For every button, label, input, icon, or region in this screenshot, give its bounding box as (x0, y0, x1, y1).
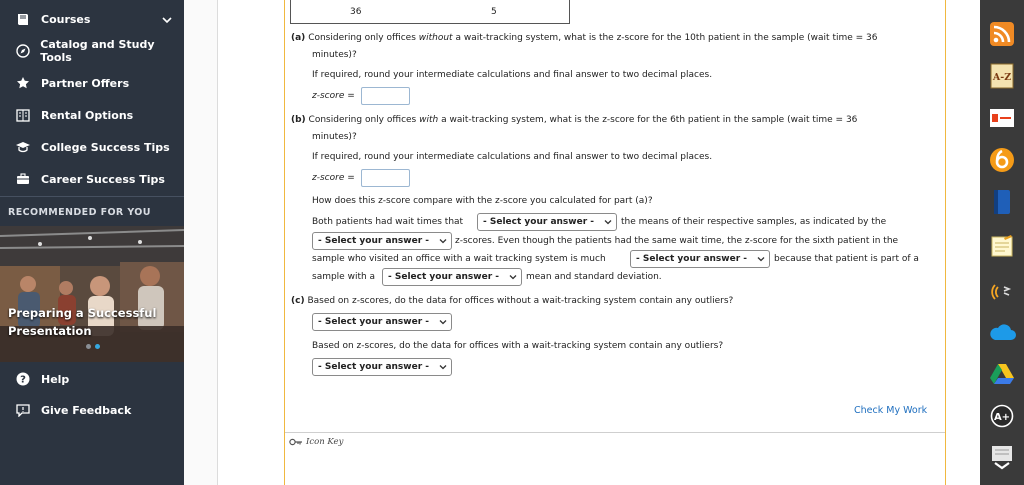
chevron-down-icon (604, 218, 612, 226)
chevron-down-icon (439, 363, 447, 371)
sidebar-item-college-success[interactable] (0, 132, 184, 162)
help-icon (14, 372, 32, 386)
select-outliers-with[interactable] (312, 358, 452, 376)
select-value: - Select your answer - (318, 362, 430, 372)
briefcase-icon (14, 172, 32, 186)
promo-title-line2: Presentation (8, 324, 92, 338)
select-value: - Select your answer - (318, 236, 430, 246)
chevron-down-icon (439, 237, 447, 245)
data-table-bottom-row (290, 0, 570, 24)
check-my-work-link[interactable]: Check My Work (854, 405, 928, 416)
part-a-question-post: a wait-tracking system, what is the z-score for the 10th patient in the sample (wait time = 36 (452, 33, 878, 43)
part-b-sentence-4: sample who visited an office with a wait tracking system is much (312, 254, 606, 264)
part-a-question (291, 29, 878, 47)
icon-key-label: Icon Key (306, 437, 344, 447)
part-a-question-line2: minutes)? (312, 50, 357, 60)
select-mean-sd-size[interactable] (382, 268, 522, 286)
part-b-sentence-1: Both patients had wait times that (312, 217, 464, 227)
sidebar-item-partner-offers[interactable] (0, 68, 184, 98)
rental-icon (14, 108, 32, 122)
left-sidebar (0, 0, 184, 485)
sidebar-item-help[interactable] (0, 364, 184, 394)
rss-icon[interactable] (988, 20, 1016, 48)
carousel-dots (86, 344, 100, 349)
sidebar-item-label: Give Feedback (41, 403, 132, 417)
part-c-label: (c) (291, 296, 305, 306)
part-b-question (291, 111, 857, 129)
part-b-sentence-6: sample with a (312, 272, 376, 282)
part-b-zscore-label: z-score = (312, 173, 355, 183)
part-a-zscore-label: z-score = (312, 91, 355, 101)
part-c-question-1-text: Based on z-scores, do the data for offices without a wait-tracking system contain any outliers? (307, 296, 734, 306)
part-a-question-em: without (418, 33, 453, 43)
document-icon[interactable] (988, 444, 1016, 472)
select-wait-time-relation[interactable] (477, 213, 617, 231)
sidebar-item-label: Rental Options (41, 108, 134, 122)
select-value: - Select your answer - (636, 254, 748, 264)
carousel-dot-active[interactable] (95, 344, 100, 349)
part-b-sentence-7: mean and standard deviation. (526, 272, 662, 282)
recommended-header: RECOMMENDED FOR YOU (0, 196, 184, 226)
drive-icon[interactable] (988, 360, 1016, 388)
part-b-sentence-5: because that patient is part of a (774, 254, 919, 264)
part-b-question-pre: Considering only offices (308, 115, 420, 125)
divider (285, 432, 945, 433)
book-icon (14, 12, 32, 26)
select-value: - Select your answer - (388, 272, 500, 282)
part-b-sentence-3: z-scores. Even though the patients had the same wait time, the z-score for the sixth patient in the (455, 236, 899, 246)
promo-card[interactable] (0, 226, 184, 362)
part-a-question-pre: Considering only offices (308, 33, 419, 43)
part-a-zscore-input[interactable] (361, 87, 410, 105)
part-b-label: (b) (291, 115, 306, 125)
select-outliers-without[interactable] (312, 313, 452, 331)
part-b-question-post: a wait-tracking system, what is the z-score for the 6th patient in the sample (wait time = 36 (438, 115, 858, 125)
office-icon[interactable] (988, 104, 1016, 132)
sidebar-item-rental-options[interactable] (0, 100, 184, 130)
promo-title-line1: Preparing a Successful (8, 306, 157, 320)
sidebar-item-career-success[interactable] (0, 164, 184, 194)
table-cell-count: 5 (491, 7, 497, 17)
chevron-down-icon (439, 318, 447, 326)
compass-icon (14, 44, 31, 58)
a-z-icon[interactable] (988, 62, 1016, 90)
a-z-text: A-Z (992, 72, 1012, 83)
sidebar-item-label: Career Success Tips (41, 172, 165, 186)
part-b-rounding-note: If required, round your intermediate calculations and final answer to two decimal places. (312, 152, 713, 162)
orange-circle-icon[interactable] (988, 146, 1016, 174)
select-value: - Select your answer - (318, 317, 430, 327)
svg-text:?: ? (20, 374, 26, 386)
icon-key-link[interactable] (289, 437, 343, 447)
part-a-rounding-note: If required, round your intermediate calculations and final answer to two decimal places. (312, 70, 713, 80)
sidebar-item-label: Partner Offers (41, 76, 130, 90)
select-value: - Select your answer - (483, 217, 595, 227)
part-a-label: (a) (291, 33, 306, 43)
a-plus-text: A+ (993, 412, 1011, 423)
select-zscore-magnitude[interactable] (630, 250, 770, 268)
graduation-cap-icon (14, 140, 32, 154)
key-icon (289, 438, 303, 446)
promo-image (0, 226, 184, 362)
sidebar-item-courses[interactable] (0, 4, 184, 34)
feedback-icon (14, 403, 32, 417)
promo-title (8, 304, 156, 340)
book-blue-icon[interactable] (988, 188, 1016, 216)
right-toolbar (980, 0, 1024, 485)
table-cell-wait-time: 36 (350, 7, 362, 17)
sidebar-item-label: Help (41, 372, 70, 386)
cloud-icon[interactable] (988, 318, 1016, 346)
sidebar-item-label: Catalog and Study Tools (40, 38, 155, 64)
part-c-question-1 (291, 292, 733, 310)
sidebar-item-give-feedback[interactable] (0, 395, 184, 425)
carousel-dot[interactable] (86, 344, 91, 349)
star-icon (14, 76, 32, 90)
sidebar-item-catalog[interactable] (0, 36, 184, 66)
part-b-sentence-2: the means of their respective samples, as indicated by the (621, 217, 887, 227)
part-b-compare-question: How does this z-score compare with the z-score you calculated for part (a)? (312, 196, 653, 206)
chevron-down-icon[interactable] (162, 14, 172, 27)
a-plus-icon[interactable] (988, 402, 1016, 430)
chevron-down-icon (757, 255, 765, 263)
sidebar-item-label: College Success Tips (41, 140, 170, 154)
chevron-down-icon (509, 273, 517, 281)
part-b-zscore-input[interactable] (361, 169, 410, 187)
part-b-question-em: with (419, 115, 439, 125)
part-b-question-line2: minutes)? (312, 132, 357, 142)
part-c-question-2: Based on z-scores, do the data for offices with a wait-tracking system contain any outliers? (312, 341, 724, 351)
notepad-icon[interactable] (988, 232, 1016, 260)
sidebar-item-label: Courses (41, 12, 91, 26)
select-zscore-sign[interactable] (312, 232, 452, 250)
wifi-wave-icon[interactable] (988, 276, 1016, 304)
